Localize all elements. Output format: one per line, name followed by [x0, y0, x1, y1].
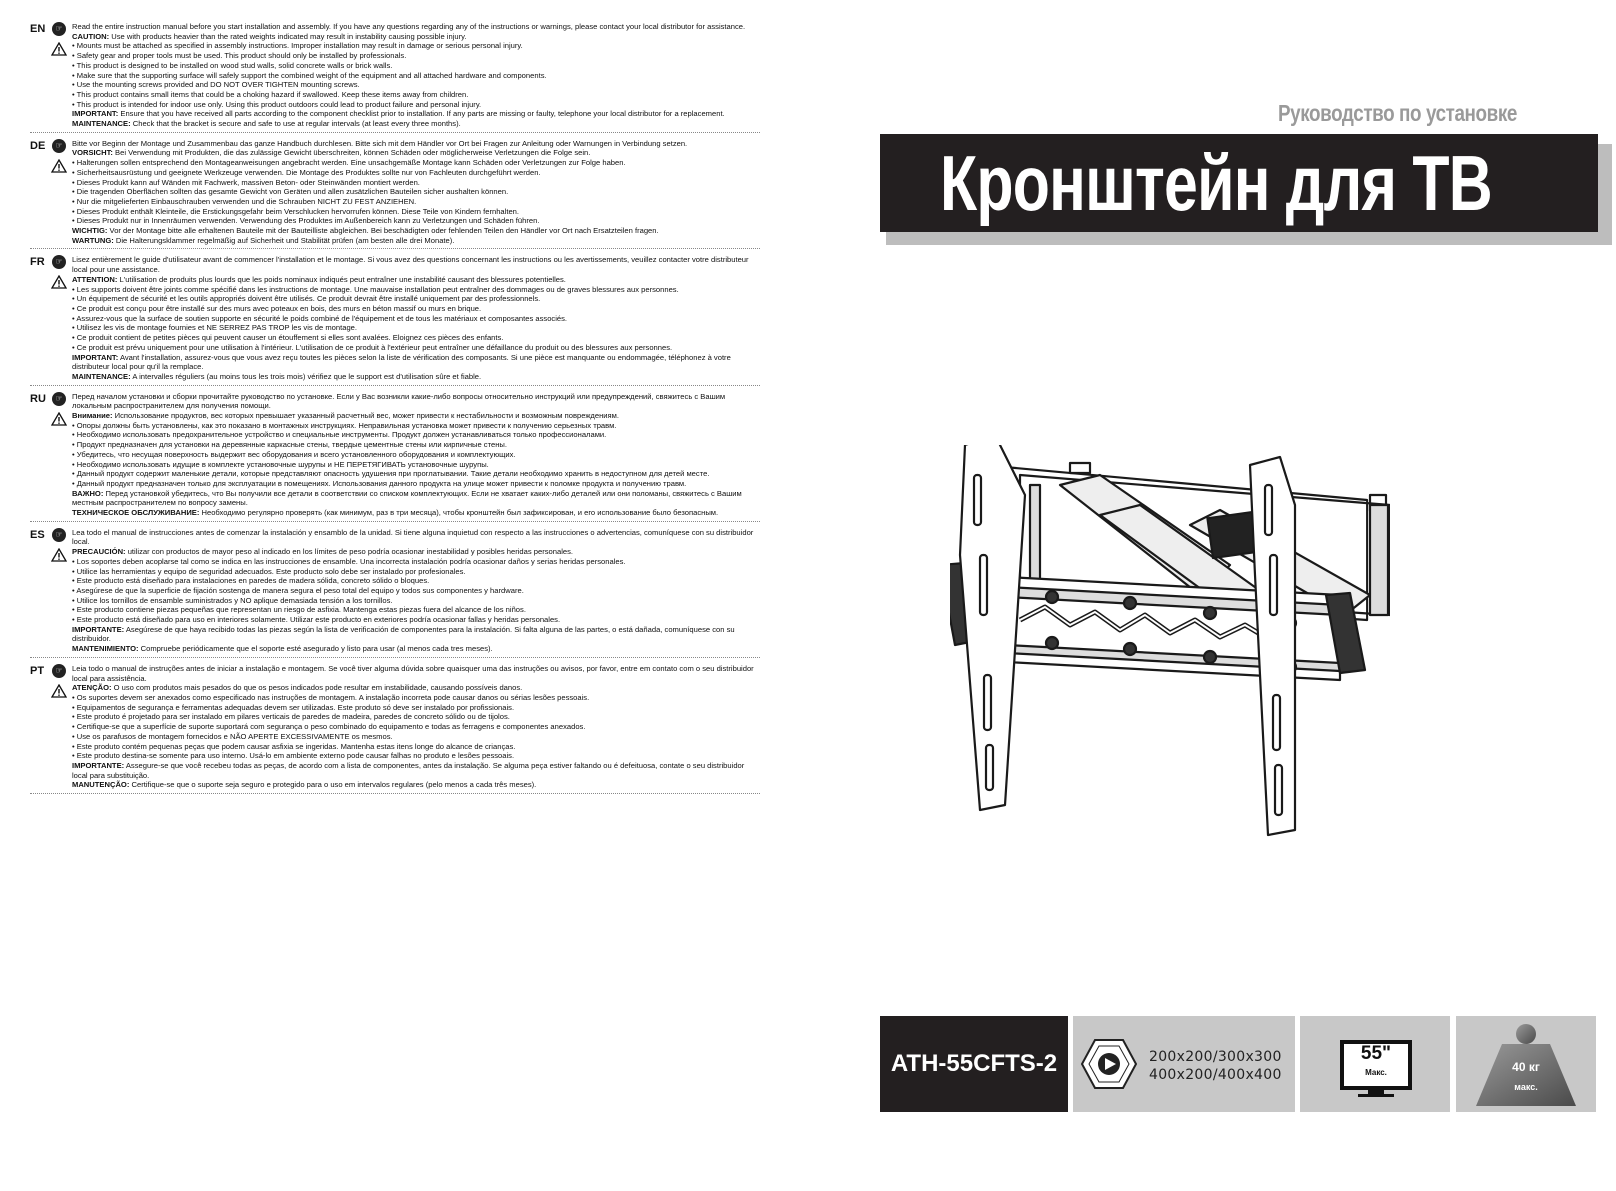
vesa-pattern-line-2: 400x200/400x400	[1149, 1067, 1282, 1083]
bullet-item: • Продукт предназначен для установки на деревянные каркасные стены, твердые цементные стены или кирпичные стены.	[72, 440, 507, 450]
important-line: IMPORTANT: Ensure that you have received all parts according to the component checklist prior to installation. If any parts are missing or faulty, telephone your local distributor for a replacement.	[72, 109, 725, 119]
lang-block-en	[30, 22, 760, 133]
bullet-item: • Ce produit est prévu uniquement pour une utilisation à l'intérieur. L'utilisation de ce produit à l'extérieur peut entraîner une défaillance du produit ou des blessures aux personnes.	[72, 342, 673, 352]
read-manual-icon: ☞	[52, 664, 66, 678]
bullet-item: • Mounts must be attached as specified in assembly instructions. Improper installation may result in damage or serious personal injury.	[72, 41, 523, 51]
lang-code: DE	[30, 139, 46, 152]
intro-text: Bitte vor Beginn der Montage und Zusammenbau das ganze Handbuch durchlesen. Bitte sich mit dem Händler vor Ort bei Fragen zur Anleitung oder Warnungen in Verbindung setzen.	[72, 138, 688, 148]
caution-line: Внимание: Использование продуктов, вес которых превышает указанный расчетный вес, может привести к нестабильности и возможным повреждениям.	[72, 411, 619, 421]
max-screen-size: 55"	[1360, 1043, 1392, 1064]
bullet-item: • Equipamentos de segurança e ferramentas adequadas devem ser utilizadas. Este produto só deve ser instalado por profissionais.	[72, 702, 515, 712]
maintenance-line: ТЕХНИЧЕСКОЕ ОБСЛУЖИВАНИЕ: Необходимо регулярно проверять (как минимум, раз в три месяца), чтобы кронштейн был зафиксирован, и его использование было безопасным.	[72, 508, 719, 518]
bullet-item: • Dieses Produkt nur in Innenräumen verwenden. Verwendung des Produktes im Außenbereich kann zu Verletzungen und Schäden führen.	[72, 216, 540, 226]
max-weight-value: 40 кг	[1512, 1060, 1540, 1074]
intro-text: Lisez entièrement le guide d'utilisateur avant de commencer l'installation et le montage. Si vous avez des questions concernant les instructions ou les avertissements, veuillez contacter votre distributeur local pour une assistance.	[72, 255, 749, 275]
bullet-item: • Halterungen sollen entsprechend den Montageanweisungen angebracht werden. Eine unsachgemäße Montage kann Schäden oder Verletzungen zur Folge haben.	[72, 158, 626, 168]
tv-bracket-illustration	[950, 445, 1390, 870]
read-manual-icon: ☞	[52, 528, 66, 542]
bullet-item: • Ce produit est conçu pour être installé sur des murs avec poteaux en bois, des murs en béton massif ou murs en brique.	[72, 303, 482, 313]
caution-line: CAUTION: Use with products heavier than the rated weights indicated may result in instability causing possible injury.	[72, 31, 467, 41]
intro-text: Lea todo el manual de instrucciones antes de comenzar la instalación y ensamblo de la unidad. Si tiene alguna inquietud con respecto a las instrucciones o advertencias, comuníquese con su distribuidor local.	[72, 527, 754, 547]
read-manual-icon: ☞	[52, 255, 66, 269]
warning-triangle-icon	[51, 42, 67, 56]
model-number: ATH-55CFTS-2	[890, 1050, 1058, 1077]
bullet-item: • Este producto está diseñado para uso en interiores solamente. Utilizar este producto en exteriores podría ocasionar fallas y heridas personales.	[72, 615, 561, 625]
instruction-text	[72, 392, 760, 518]
bullet-item: • Utilice los tornillos de ensamble suministrados y NO aplique demasiada tensión a los tornillos.	[72, 595, 393, 605]
safety-instructions	[30, 22, 760, 800]
bullet-item: • Este produto é projetado para ser instalado em pilares verticais de paredes de madeira, paredes de concreto sólido ou de tijolos.	[72, 712, 510, 722]
important-line: IMPORTANTE: Asegúrese de que haya recibido todas las piezas según la lista de verificación de componentes para la instalación. Si falta alguna de las partes, o está dañada, comuníquese con su distribuidor.	[72, 624, 735, 644]
bullet-item: • Un équipement de sécurité et les outils appropriés doivent être utilisés. Ce produit devrait être installé uniquement par des professionnels.	[72, 294, 541, 304]
bullet-item: • Необходимо использовать идущие в комплекте установочные шурупы и НЕ ПЕРЕТЯГИВАТЬ установочные шурупы.	[72, 459, 489, 469]
lang-block-ru	[30, 392, 760, 522]
caution-line: ATENÇÃO: O uso com produtos mais pesados do que os pesos indicados pode resultar em instabilidade, causando possíveis danos.	[72, 683, 523, 693]
instruction-text	[72, 22, 760, 129]
max-weight-label: макс.	[1514, 1082, 1538, 1092]
lang-block-fr	[30, 255, 760, 385]
warning-triangle-icon	[51, 412, 67, 426]
bullet-item: • Les supports doivent être joints comme spécifié dans les instructions de montage. Une mauvaise installation peut entraîner des dommages ou de graves blessures aux personnes.	[72, 284, 679, 294]
intro-text: Read the entire instruction manual before you start installation and assembly. If you have any questions regarding any of the instructions or warnings, please contact your local distributor for assistance.	[72, 22, 746, 31]
manual-subtitle: Руководство по установке	[1278, 100, 1517, 126]
maintenance-line: WARTUNG: Die Halterungsklammer regelmäßig auf Sicherheit und Stabilität prüfen (am besten alle drei Monate).	[72, 235, 455, 245]
bullet-item: • Utilisez les vis de montage fournies et NE SERREZ PAS TROP les vis de montage.	[72, 323, 358, 333]
bullet-item: • Make sure that the supporting surface will safely support the combined weight of the equipment and all attached hardware and components.	[72, 70, 547, 80]
model-box	[880, 1016, 1068, 1112]
important-line: IMPORTANT: Avant l'installation, assurez-vous que vous avez reçu toutes les pièces selon la liste de vérification des composants. Si une pièce est manquante ou endommagée, téléphonez à votre distributeur local pour qu'il la remplace.	[72, 352, 731, 372]
bullet-item: • Опоры должны быть установлены, как это показано в монтажных инструкциях. Неправильная установка может привести к получению серьезных травм.	[72, 420, 617, 430]
title-bar	[880, 134, 1598, 232]
instruction-text	[72, 139, 760, 246]
lang-code: EN	[30, 23, 46, 35]
bullet-item: • Los soportes deben acoplarse tal como se indica en las instrucciones de ensamble. Una incorrecta instalación podría ocasionar daños y serias heridas personales.	[72, 556, 626, 566]
bullet-item: • Este produto contém pequenas peças que podem causar asfixia se ingeridas. Mantenha estas itens longe do alcance de crianças.	[72, 741, 516, 751]
read-manual-icon: ☞	[52, 22, 66, 36]
caution-line: VORSICHT: Bei Verwendung mit Produkten, die das zulässige Gewicht überschreiten, können Schäden oder möglicherweise Verletzungen die Folge sein.	[72, 148, 591, 158]
bullet-item: • Sicherheitsausrüstung und geeignete Werkzeuge verwenden. Die Montage des Produktes sollte nur von Fachleuten durchgeführt werden.	[72, 167, 541, 177]
max-weight-box	[1456, 1016, 1596, 1112]
bullet-item: • This product is intended for indoor use only. Using this product outdoors could lead to product failure and personal injury.	[72, 99, 482, 109]
vesa-pattern-line-1: 200x200/300x300	[1149, 1049, 1282, 1065]
bullet-item: • This product contains small items that could be a choking hazard if swallowed. Keep these items away from children.	[72, 89, 469, 99]
page-title: Кронштейн для ТВ	[940, 139, 1492, 227]
bullet-item: • Die tragenden Oberflächen sollten das gesamte Gewicht von Geräten und allen zusätzlichen Bauteilen sicher aushalten können.	[72, 187, 509, 197]
bullet-item: • Dieses Produkt enthält Kleinteile, die Erstickungsgefahr beim Verschlucken hervorrufen können. Diese Teile von Kindern fernhalten.	[72, 206, 520, 216]
bullet-item: • This product is designed to be installed on wood stud walls, solid concrete walls or brick walls.	[72, 60, 393, 70]
instruction-text	[72, 528, 760, 654]
bullet-item: • Данный продукт предназначен только для эксплуатации в помещениях. Использования данного продукта на улице может привести к поломке продукта и получению травм.	[72, 478, 687, 488]
lang-code: FR	[30, 256, 45, 269]
lang-code: RU	[30, 392, 46, 405]
read-manual-icon: ☞	[52, 139, 66, 153]
important-line: ВАЖНО: Перед установкой убедитесь, что Вы получили все детали в соответствии со списком комплектующих. Если не хватает каких-либо деталей или они поломаны, свяжитесь с Вашим местным распространителем по вопросу замены.	[72, 488, 742, 508]
bullet-item: • Use os parafusos de montagem fornecidos e NÃO APERTE EXCESSIVAMENTE os mesmos.	[72, 731, 393, 741]
bullet-item: • Este produto destina-se somente para uso interno. Usá-lo em ambiente externo pode causar falhas no produto e lesões pessoais.	[72, 751, 515, 761]
maintenance-line: MAINTENANCE: Check that the bracket is secure and safe to use at regular intervals (at least every three months).	[72, 119, 461, 129]
intro-text: Перед началом установки и сборки прочитайте руководство по установке. Если у Вас возникли какие-либо вопросы относительно инструкций или предупреждений, свяжитесь с Вашим локальным распространителем для получения помощи.	[72, 391, 726, 411]
bullet-item: • Ce produit contient de petites pièces qui peuvent causer un étouffement si elles sont avalées. Eloignez ces pièces des enfants.	[72, 333, 504, 343]
max-screen-size-label: Макс.	[1365, 1068, 1387, 1077]
vesa-compliant-icon	[1081, 1038, 1137, 1090]
caution-line: ATTENTION: L'utilisation de produits plus lourds que les poids nominaux indiqués peut entraîner une instabilité causant des blessures potentielles.	[72, 274, 566, 284]
maintenance-line: MANUTENÇÃO: Certifique-se que o suporte seja seguro e protegido para o uso em intervalos regulares (pelo menos a cada três meses).	[72, 780, 537, 790]
bullet-item: • Certifique-se que a superfície de suporte suportará com segurança o peso combinado do equipamento e todas as ferragens e componentes anexados.	[72, 722, 586, 732]
bullet-item: • Este producto está diseñado para instalaciones en paredes de madera sólida, concreto sólido o bloques.	[72, 576, 430, 586]
important-line: WICHTIG: Vor der Montage bitte alle erhaltenen Bauteile mit der Bauteilliste abgleichen. Bei beschädigten oder fehlenden Teilen den Händler vor Ort nach Ersatzteilen fragen.	[72, 226, 659, 236]
maintenance-line: MANTENIMIENTO: Compruebe periódicamente que el soporte esté asegurado y listo para usar (al menos cada tres meses).	[72, 644, 493, 654]
bullet-item: • Nur die mitgelieferten Einbauschrauben verwenden und die Schrauben NICHT ZU FEST ANZIEHEN.	[72, 196, 417, 206]
lang-block-pt	[30, 664, 760, 794]
maintenance-line: MAINTENANCE: A intervalles réguliers (au moins tous les trois mois) vérifiez que le support est d'utilisation sûre et fiable.	[72, 371, 482, 381]
read-manual-icon: ☞	[52, 392, 66, 406]
intro-text: Leia todo o manual de instruções antes de iniciar a instalação e montagem. Se você tiver alguma dúvida sobre quaisquer uma das instruções ou avisos, por favor, entre em contato com o seu distribuidor local para assistência.	[72, 663, 754, 683]
bullet-item: • Os suportes devem ser anexados como especificado nas instruções de montagem. A instalação incorreta pode causar danos ou sérias lesões pessoais.	[72, 693, 590, 702]
bullet-item: • Utilice las herramientas y equipo de seguridad adecuados. Este producto solo debe ser instalado por profesionales.	[72, 566, 466, 576]
bullet-item: • Use the mounting screws provided and DO NOT OVER TIGHTEN mounting screws.	[72, 80, 360, 90]
lang-block-de	[30, 139, 760, 250]
bullet-item: • Asegúrese de que la superficie de fijación sostenga de manera segura el peso total del equipo y todos sus componentes y hardware.	[72, 585, 524, 595]
instruction-text	[72, 664, 760, 790]
lang-code: ES	[30, 528, 45, 541]
warning-triangle-icon	[51, 684, 67, 698]
lang-block-es	[30, 528, 760, 658]
warning-triangle-icon	[51, 548, 67, 562]
instruction-text	[72, 255, 760, 381]
warning-triangle-icon	[51, 159, 67, 173]
bullet-item: • Safety gear and proper tools must be used. This product should only be installed by professionals.	[72, 51, 407, 61]
bullet-item: • Необходимо использовать предохранительное устройство и специальные инструменты. Продукт должен устанавливаться только профессионалами.	[72, 430, 607, 440]
bullet-item: • Dieses Produkt kann auf Wänden mit Fachwerk, massiven Beton- oder Steinwänden montiert werden.	[72, 177, 420, 187]
bullet-item: • Este producto contiene piezas pequeñas que representan un riesgo de asfixia. Mantenga estas piezas fuera del alcance de los niños.	[72, 605, 526, 615]
bullet-item: • Убедитесь, что несущая поверхность выдержит вес оборудования и всего установленного оборудования и комплектующих.	[72, 449, 516, 459]
caution-line: PRECAUCIÓN: utilizar con productos de mayor peso al indicado en los límites de peso podría ocasionar inestabilidad y posibles heridas personales.	[72, 547, 574, 557]
bullet-item: • Assurez-vous que la surface de soutien supporte en sécurité le poids combiné de l'équipement et de tous les matériaux et composantes associés.	[72, 313, 568, 323]
screen-size-box	[1300, 1016, 1450, 1112]
important-line: IMPORTANTE: Assegure-se que você recebeu todas as peças, de acordo com a lista de componentes, antes da instalação. Se alguma peça estiver faltando ou é defeituosa, contate o seu distribuidor local para substituição.	[72, 760, 745, 780]
warning-triangle-icon	[51, 275, 67, 289]
vesa-box	[1073, 1016, 1295, 1112]
lang-code: PT	[30, 664, 45, 677]
bullet-item: • Данный продукт содержит маленькие детали, которые представляют опасность удушения при проглатывании. Такие детали необходимо хранить в недоступном для детей месте.	[72, 469, 710, 479]
